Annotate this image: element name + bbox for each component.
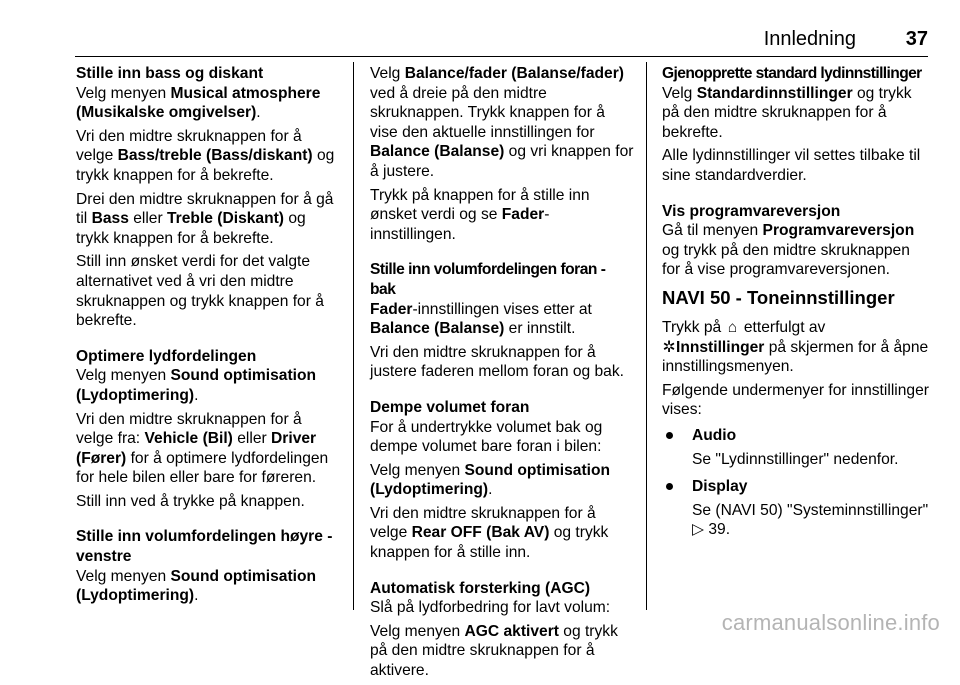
text: og trykk på den midtre skruknappen for å aktivere. (370, 622, 618, 680)
menu-name: Fader (370, 300, 413, 318)
text: Velg menyen (76, 567, 171, 585)
watermark: carmanualsonline.info (721, 610, 940, 635)
home-icon: ⌂ (727, 318, 738, 336)
text: etterfulgt av (739, 318, 826, 336)
text: eller (128, 210, 168, 228)
text: og trykk på den midtre skruknappen for å vise programvareversjonen. (662, 241, 910, 279)
menu-name: AGC aktivert (464, 622, 559, 640)
section-heading-front-volume: Dempe volumet foran (370, 398, 530, 416)
menu-name: Innstillinger (676, 338, 765, 356)
section-heading-bass-treble: Stille inn bass og diskant (76, 65, 264, 82)
paragraph: Alle lydinnstillinger vil settes tilbake til sine standardverdier. (662, 147, 921, 184)
paragraph (370, 622, 634, 681)
menu-name: Balance/fader (Balanse/fader) (404, 65, 624, 82)
section-heading-restore-defaults: Gjenopprette standard lydinnstillinger (662, 65, 922, 82)
paragraph (370, 186, 634, 245)
text: Vri den midtre skruknappen for å velge fra: (76, 410, 302, 448)
page-header (75, 28, 928, 56)
column-divider-1 (353, 62, 354, 610)
menu-name: Audio (692, 426, 737, 444)
text: Velg (370, 65, 405, 82)
text: -innstillingen vises etter at (412, 300, 592, 318)
menu-name: Driver (Fører) (76, 430, 317, 467)
menu-name: Programvareversjon (762, 222, 915, 240)
text: Drei den midtre skruknappen for å gå til (76, 190, 334, 228)
chapter-title: Innledning (763, 28, 856, 50)
gear-icon: ✲ (662, 338, 676, 356)
text: Velg (662, 84, 697, 102)
list-item (662, 426, 932, 469)
paragraph (76, 410, 340, 488)
section-heading-software-version: Vis programvareversjon (662, 202, 841, 220)
paragraph (662, 338, 932, 377)
page-ref[interactable]: 39 (708, 521, 726, 539)
menu-name: Balance (Balanse) (370, 143, 505, 161)
menu-name: Rear OFF (Bak AV) (411, 524, 550, 542)
text: Velg menyen (76, 367, 171, 385)
paragraph (370, 504, 634, 563)
menu-name: Standardinnstillinger (696, 84, 853, 102)
header-rule (75, 56, 928, 57)
text (692, 501, 932, 540)
menu-name: Balance (Balanse) (370, 320, 505, 338)
text: . (194, 587, 199, 605)
page-number: 37 (905, 28, 928, 50)
text: og trykk knappen for å bekrefte. (76, 210, 306, 247)
menu-name: Musical atmosphere (Musikalske omgivelser) (76, 84, 321, 122)
bullet-icon (666, 432, 673, 439)
text: for å optimere lydfordelingen for hele bilen eller bare for føreren. (76, 449, 329, 487)
menu-name: Bass/treble (Bass/diskant) (117, 147, 313, 165)
paragraph (76, 127, 340, 186)
section-heading-navi50-tone: NAVI 50 - Toneinnstillinger (662, 286, 895, 308)
paragraph (662, 221, 932, 280)
paragraph (370, 64, 634, 182)
section-heading-optimise: Optimere lydfordelingen (76, 347, 257, 365)
text: Velg menyen (370, 622, 465, 640)
paragraph (662, 84, 932, 143)
page-ref-arrow-icon: ▷ (692, 521, 704, 539)
paragraph (370, 300, 634, 339)
menu-name: Treble (Diskant) (167, 210, 284, 228)
column-2 (370, 64, 634, 685)
column-divider-2 (646, 62, 647, 610)
text: ved å dreie på den midtre skruknappen. Trykk knappen for å vise den aktuelle innstillingen for (370, 84, 605, 141)
column-1 (76, 64, 340, 610)
text: . (488, 481, 493, 499)
text: . (256, 104, 261, 122)
paragraph: For å undertrykke volumet bak og dempe volumet bare foran i bilen: (370, 418, 603, 456)
text: . (725, 521, 731, 539)
paragraph: Slå på lydforbedring for lavt volum: (370, 599, 611, 617)
paragraph (370, 461, 634, 500)
section-heading-agc: Automatisk forsterking (AGC) (370, 579, 591, 597)
section-heading-front-rear: Stille inn volumfordelingen foran - bak (370, 261, 606, 298)
paragraph (76, 567, 340, 606)
text: Trykk på knappen for å stille inn ønsket verdi og se (370, 186, 590, 224)
text: Vri den midtre skruknappen for å velge (370, 504, 596, 542)
text: er innstilt. (504, 320, 576, 338)
paragraph (76, 84, 340, 123)
text: på skjermen for å åpne innstillingsmenyen. (662, 338, 929, 376)
menu-name: Fader (501, 206, 545, 224)
menu-name: Display (692, 478, 748, 496)
text: Se "Lydinnstillinger" nedenfor. (692, 450, 899, 468)
text: Trykk på (662, 318, 726, 336)
menu-name: Sound optimisation (Lydoptimering) (76, 567, 317, 605)
text: og trykk knappen for å bekrefte. (76, 147, 335, 184)
text: . (194, 386, 199, 404)
text: Velg menyen (370, 461, 465, 479)
text: Velg menyen (76, 84, 171, 102)
paragraph: Følgende undermenyer for innstillinger vises: (662, 381, 929, 419)
menu-name: Sound optimisation (Lydoptimering) (370, 461, 611, 499)
text: Vri den midtre skruknappen for å velge (76, 127, 302, 165)
bullet-icon (666, 483, 673, 490)
text: Se (NAVI 50) "Systeminnstillinger" (692, 501, 929, 519)
menu-name: Bass (91, 210, 129, 228)
text: og trykk på den midtre skruknappen for å bekrefte. (662, 84, 912, 141)
text: og vri knappen for å justere. (370, 143, 634, 180)
menu-name: Vehicle (Bil) (144, 430, 233, 448)
section-heading-left-right: Stille inn volumfordelingen høyre - venstre (76, 528, 333, 566)
paragraph: Still inn ønsket verdi for det valgte alternativet ved å vri den midtre skruknappen og trykk knappen for å bekrefte. (76, 253, 324, 330)
paragraph (76, 190, 340, 249)
column-3 (662, 64, 932, 544)
text: eller (232, 430, 272, 448)
text: og trykk knappen for å stille inn. (370, 524, 609, 562)
text: Gå til menyen (662, 222, 763, 240)
paragraph (662, 318, 932, 338)
menu-name: Sound optimisation (Lydoptimering) (76, 367, 317, 404)
paragraph (76, 366, 340, 405)
text: -innstillingen. (370, 206, 550, 243)
paragraph: Vri den midtre skruknappen for å justere faderen mellom foran og bak. (370, 343, 624, 381)
paragraph: Still inn ved å trykke på knappen. (76, 492, 305, 510)
list-item (662, 477, 932, 540)
